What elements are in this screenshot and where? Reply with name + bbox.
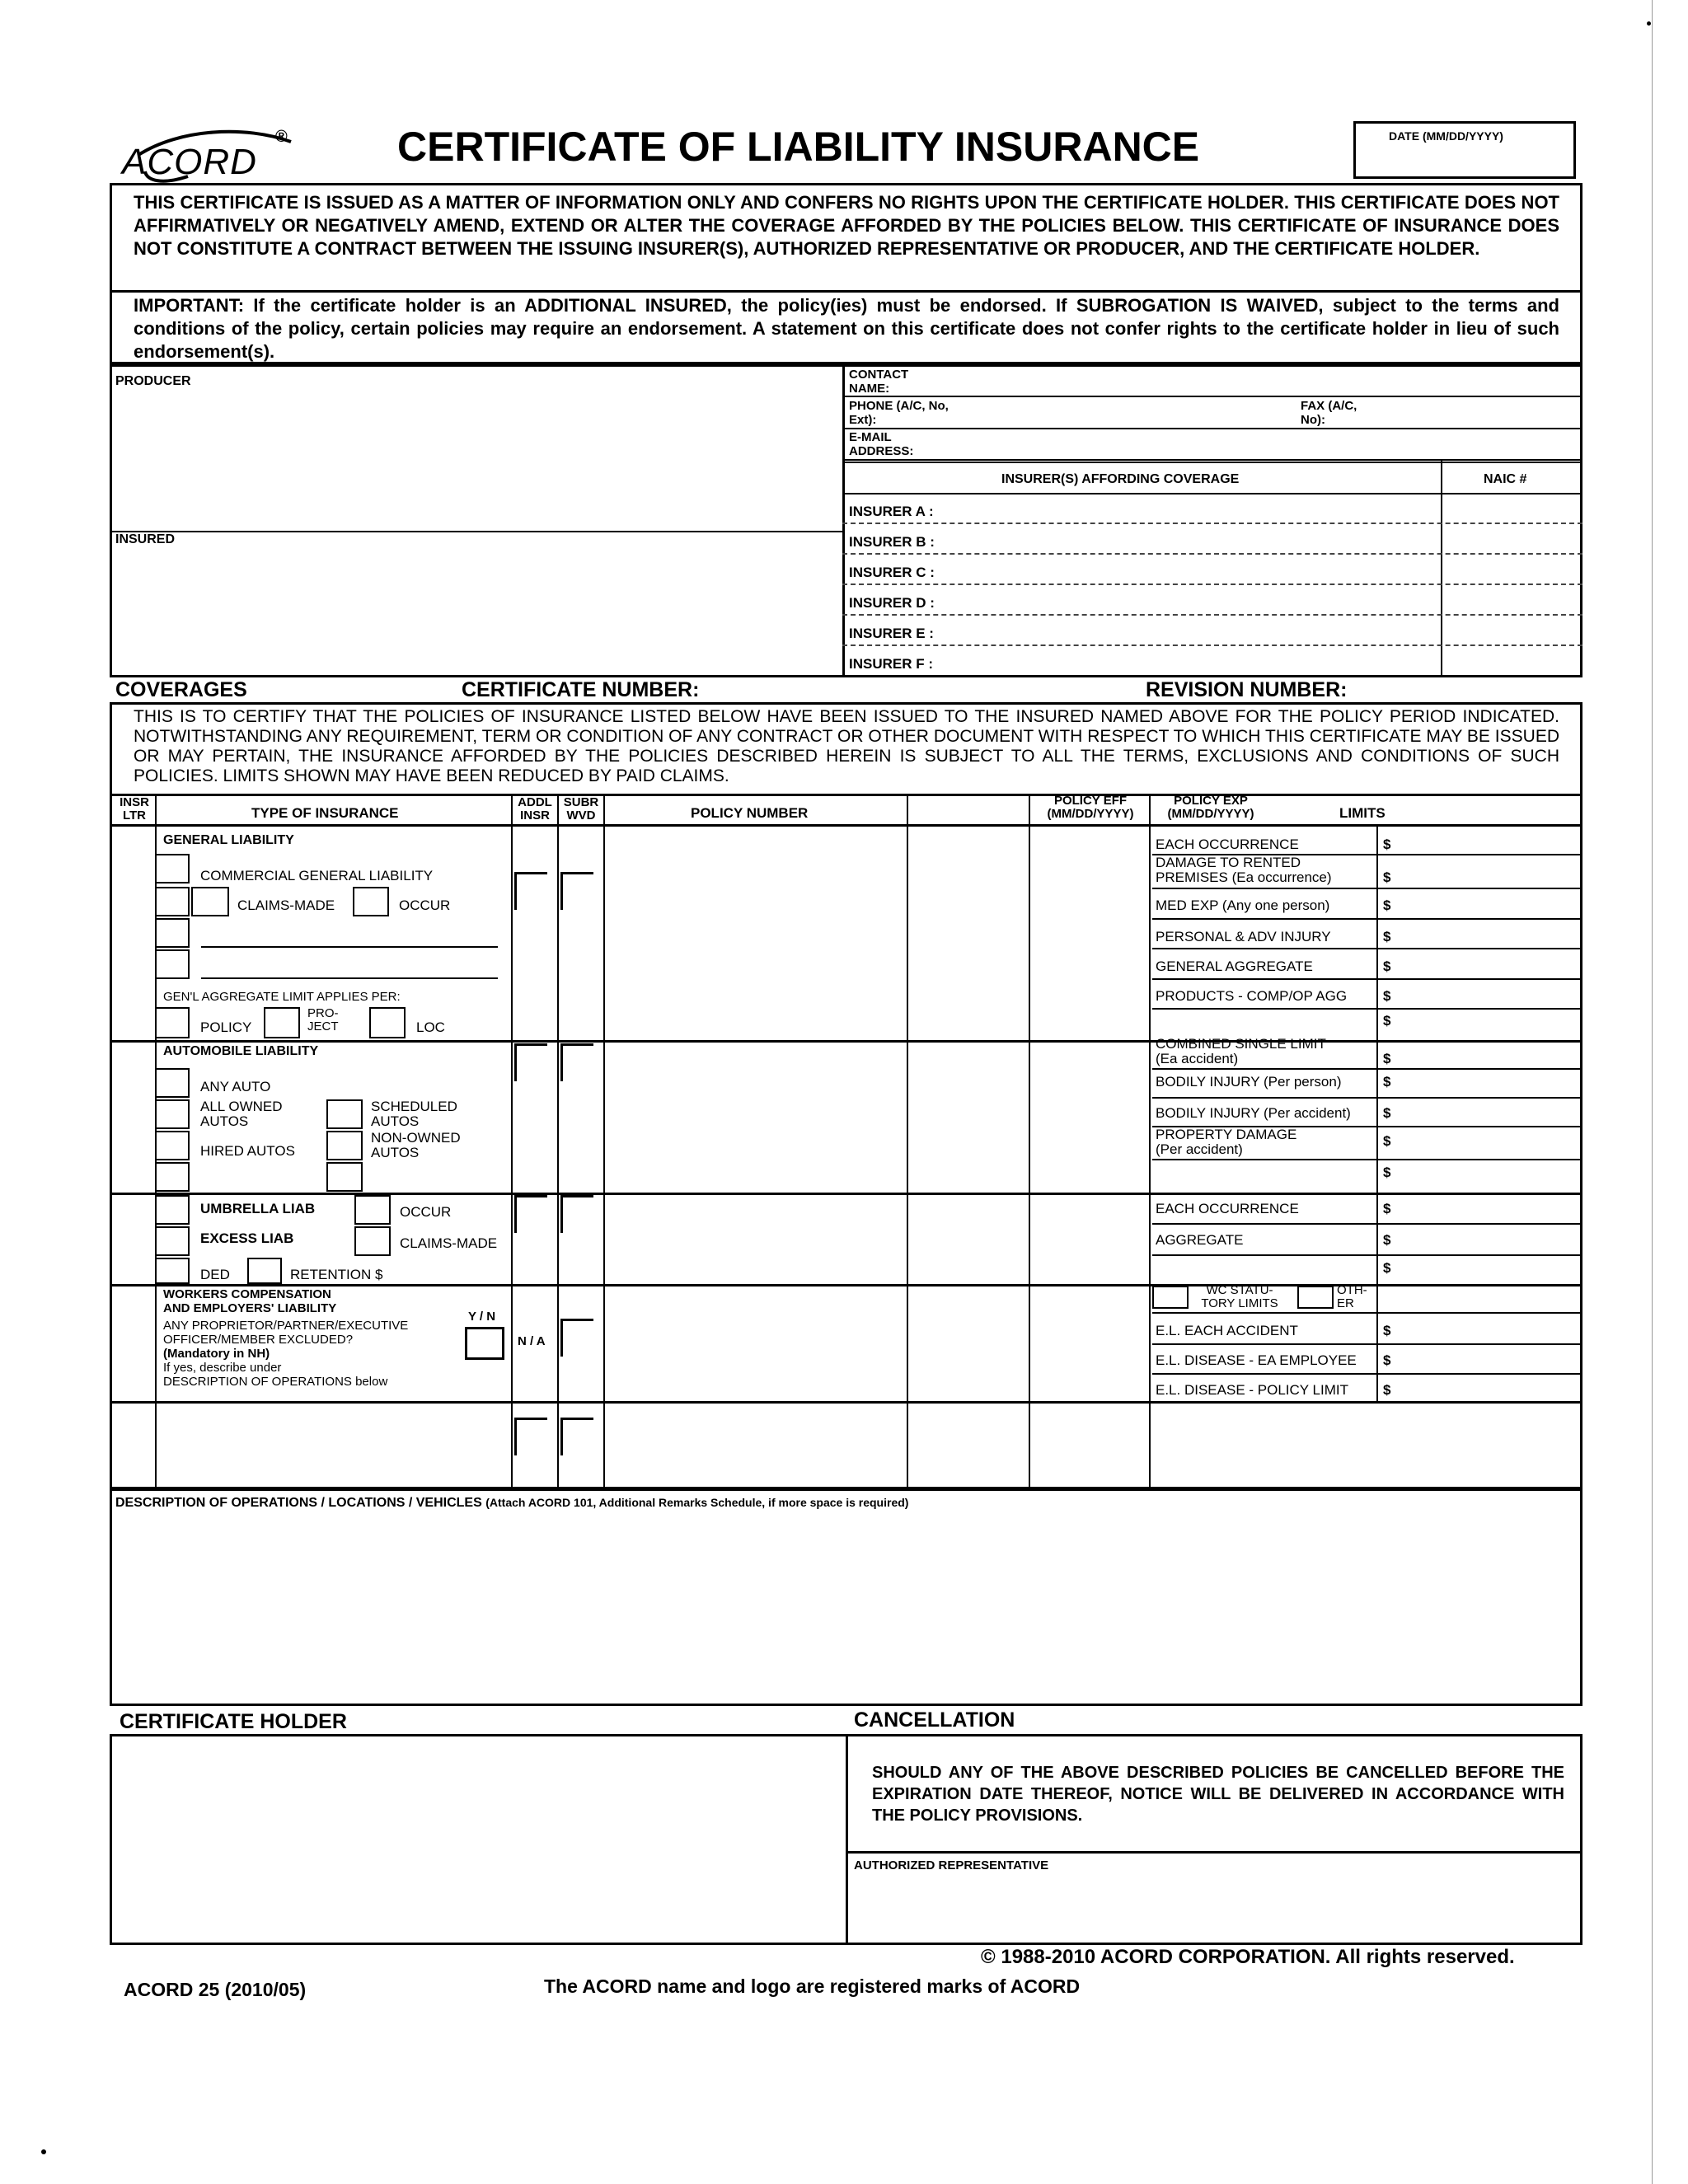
auto-blank-checkbox-2[interactable]: [326, 1162, 363, 1192]
insurer-b-line[interactable]: [842, 553, 1582, 555]
table-header-top: [110, 794, 1582, 796]
workers-question: [163, 1319, 408, 1389]
email-text: E-MAIL ADDRESS:: [849, 430, 914, 458]
email-label: [849, 430, 931, 458]
any-auto-checkbox[interactable]: [155, 1068, 190, 1098]
table-header-bottom: [110, 824, 1582, 827]
all-owned-checkbox[interactable]: [155, 1099, 190, 1129]
scan-dot-top: [1647, 21, 1651, 26]
bodily-person-dollar: $: [1383, 1074, 1391, 1090]
hired-autos-label: HIRED AUTOS: [200, 1143, 295, 1159]
insured-field[interactable]: [115, 552, 832, 672]
umbrella-aggregate-dollar: $: [1383, 1232, 1391, 1248]
revision-number-field[interactable]: [1360, 679, 1574, 702]
subr-header: [559, 796, 603, 823]
exp-header-1: POLICY EXP: [1174, 794, 1248, 808]
gl-limit-line-4: [1152, 948, 1582, 949]
description-note: (Attach ACORD 101, Additional Remarks Schedule, if more space is required): [485, 1496, 909, 1509]
important-label: IMPORTANT:: [134, 295, 245, 316]
general-blank-line-2[interactable]: [201, 977, 498, 979]
eff-header: [1030, 794, 1151, 821]
insr-ltr-header-2: LTR: [122, 808, 147, 823]
fax-label: [1301, 399, 1383, 427]
umbrella-occur-label: OCCUR: [400, 1204, 452, 1220]
fax-text: FAX (A/C, No):: [1301, 399, 1357, 427]
ded-checkbox[interactable]: [247, 1258, 282, 1284]
addl-header-1: ADDL: [518, 795, 552, 809]
non-owned-autos-checkbox[interactable]: [326, 1131, 363, 1160]
col-addl: [557, 794, 559, 1490]
gl-limit-line-5: [1152, 978, 1582, 980]
property-damage-line-2: (Per accident): [1156, 1141, 1243, 1157]
workers-comp-title: [163, 1287, 336, 1315]
insurer-d-line[interactable]: [842, 614, 1582, 616]
cgl-label: COMMERCIAL GENERAL LIABILITY: [200, 868, 434, 883]
certificate-number-label: CERTIFICATE NUMBER:: [462, 678, 700, 701]
scheduled-line-1: SCHEDULED: [371, 1099, 457, 1114]
producer-insured-divider: [110, 531, 843, 532]
umbrella-claims-made-label: CLAIMS-MADE: [400, 1235, 498, 1251]
umbrella-aggregate-label: AGGREGATE: [1156, 1232, 1244, 1248]
other-type-field[interactable]: [162, 1406, 504, 1485]
insurer-d-label: INSURER D :: [849, 595, 935, 611]
type-header: TYPE OF INSURANCE: [251, 805, 399, 821]
phone-field[interactable]: [973, 399, 1294, 424]
authorized-rep-field[interactable]: [854, 1877, 1576, 1938]
wc-statutory-checkbox[interactable]: [1152, 1286, 1189, 1309]
occur-label: OCCUR: [399, 898, 451, 913]
col-subr: [603, 794, 605, 1490]
row-auto-end: [110, 1193, 1582, 1195]
ded-label: DED: [200, 1267, 230, 1282]
umbrella-policy-number-field[interactable]: [610, 1196, 900, 1280]
al-limit-line-4: [1152, 1159, 1582, 1160]
certificate-holder-label: CERTIFICATE HOLDER: [120, 1710, 347, 1733]
umbrella-checkbox[interactable]: [155, 1195, 190, 1225]
general-blank-checkbox-1[interactable]: [155, 918, 190, 948]
addl-header: [513, 796, 557, 823]
description-header: [115, 1497, 908, 1511]
el-disease-employee-label: E.L. DISEASE - EA EMPLOYEE: [1156, 1352, 1357, 1368]
notice-divider: [110, 290, 1582, 293]
occur-checkbox[interactable]: [353, 887, 389, 916]
col-policy-number: [907, 794, 908, 1490]
col-type: [511, 794, 513, 1490]
all-owned-line-2: AUTOS: [200, 1113, 249, 1129]
scan-right-edge: [1652, 0, 1653, 2184]
other-subr-wvd-checkbox[interactable]: [560, 1418, 593, 1455]
phone-line: [842, 428, 1582, 429]
auto-subr-wvd-checkbox[interactable]: [560, 1043, 593, 1081]
workers-question-4: If yes, describe under: [163, 1361, 282, 1375]
scheduled-autos-checkbox[interactable]: [326, 1099, 363, 1129]
products-agg-label: PRODUCTS - COMP/OP AGG: [1156, 988, 1348, 1004]
general-aggregate-dollar: $: [1383, 958, 1391, 974]
damage-rented-line-2: PREMISES (Ea occurrence): [1156, 869, 1332, 885]
description-field[interactable]: [115, 1518, 1574, 1699]
umbrella-each-occurrence-dollar: $: [1383, 1201, 1391, 1216]
other-eff-date-field[interactable]: [1034, 1406, 1146, 1485]
yn-checkbox[interactable]: [465, 1327, 504, 1360]
general-addl-insr-checkbox[interactable]: [514, 872, 547, 910]
exp-header: [1151, 794, 1271, 821]
damage-rented-label: [1156, 855, 1332, 885]
copyright-text: © 1988-2010 ACORD CORPORATION. All rights reserved.: [981, 1946, 1515, 1968]
policy-label: POLICY: [200, 1019, 252, 1035]
other-checkbox[interactable]: [1297, 1286, 1334, 1309]
insr-ltr-header: [115, 796, 153, 823]
email-field[interactable]: [940, 430, 1574, 455]
workers-policy-number-field[interactable]: [610, 1287, 900, 1398]
parties-divider: [842, 364, 845, 677]
workers-eff-date-field[interactable]: [1034, 1287, 1146, 1398]
all-owned-line-1: ALL OWNED: [200, 1099, 283, 1114]
loc-checkbox[interactable]: [369, 1007, 406, 1038]
workers-question-2: OFFICER/MEMBER EXCLUDED?: [163, 1333, 354, 1347]
contact-line: [842, 396, 1582, 397]
insr-ltr-header-1: INSR: [120, 795, 149, 809]
other-label: [1337, 1284, 1367, 1310]
certificate-holder-field[interactable]: [117, 1741, 839, 1938]
combined-single-line-1: COMBINED SINGLE LIMIT: [1156, 1036, 1326, 1052]
med-exp-dollar: $: [1383, 898, 1391, 913]
bodily-person-label: BODILY INJURY (Per person): [1156, 1074, 1342, 1090]
yn-label: Y / N: [468, 1310, 496, 1324]
contact-name-field[interactable]: [923, 368, 1574, 392]
umbrella-claims-made-checkbox[interactable]: [354, 1226, 391, 1256]
general-eff-date-field[interactable]: [1034, 827, 1146, 1037]
other-policy-number-field[interactable]: [610, 1406, 900, 1485]
fax-field[interactable]: [1393, 399, 1574, 424]
non-owned-line-1: NON-OWNED: [371, 1130, 461, 1146]
el-disease-policy-dollar: $: [1383, 1382, 1391, 1398]
each-occurrence-label: EACH OCCURRENCE: [1156, 837, 1299, 852]
producer-label: PRODUCER: [115, 374, 191, 388]
cancellation-text: SHOULD ANY OF THE ABOVE DESCRIBED POLICIES BE CANCELLED BEFORE THE EXPIRATION DATE THEREOF, NOTICE WILL BE DELIVERED IN ACCORDANCE WITH THE POLICY PROVISIONS.: [872, 1764, 1564, 1825]
el-disease-employee-dollar: $: [1383, 1352, 1391, 1368]
excess-checkbox[interactable]: [155, 1226, 190, 1256]
excess-label: EXCESS LIAB: [200, 1230, 294, 1246]
holder-divider: [846, 1734, 848, 1945]
insurer-c-line[interactable]: [842, 583, 1582, 585]
project-label-1: PRO-: [307, 1006, 339, 1020]
contact-name-label: [849, 368, 915, 396]
addl-header-2: INSR: [520, 808, 550, 823]
bodily-accident-label: BODILY INJURY (Per accident): [1156, 1105, 1351, 1121]
insurers-header-line: [842, 493, 1582, 494]
exp-header-2: (MM/DD/YYYY): [1167, 806, 1254, 821]
claims-made-checkbox[interactable]: [191, 887, 229, 916]
insurer-e-line[interactable]: [842, 644, 1582, 646]
damage-rented-dollar: $: [1383, 869, 1391, 885]
personal-adv-dollar: $: [1383, 929, 1391, 944]
col-exp: [1149, 794, 1151, 1490]
authorized-rep-label: AUTHORIZED REPRESENTATIVE: [854, 1858, 1049, 1872]
scheduled-autos-label: [371, 1099, 457, 1129]
general-blank-line-1[interactable]: [201, 946, 498, 948]
col-limit-value: [1376, 824, 1378, 1401]
med-exp-label: MED EXP (Any one person): [1156, 898, 1330, 913]
wc-limit-line-2: [1152, 1373, 1582, 1375]
ul-limit-line-2: [1152, 1254, 1582, 1256]
claims-made-left-checkbox[interactable]: [155, 887, 190, 916]
insurers-top-line: [842, 462, 1582, 463]
general-extra-dollar: $: [1383, 1013, 1391, 1029]
wc-statutory-label: [1190, 1284, 1289, 1310]
bodily-accident-dollar: $: [1383, 1105, 1391, 1121]
ded-left-checkbox[interactable]: [155, 1258, 190, 1284]
gen-agg-applies-label: GEN'L AGGREGATE LIMIT APPLIES PER:: [163, 990, 401, 1004]
umbrella-occur-checkbox[interactable]: [354, 1195, 391, 1225]
umbrella-label: UMBRELLA LIAB: [200, 1201, 316, 1216]
products-agg-dollar: $: [1383, 988, 1391, 1004]
general-subr-wvd-checkbox[interactable]: [560, 872, 593, 910]
subr-header-1: SUBR: [563, 795, 599, 809]
wc-statutory-line-2: TORY LIMITS: [1201, 1296, 1278, 1310]
policy-number-header: POLICY NUMBER: [691, 805, 809, 821]
important-text: If the certificate holder is an ADDITIONAL INSURED, the policy(ies) must be endorsed. If SUBROGATION IS WAIVED, subject to the terms and conditions of the policy, certain policies may require an endorsement. A statement on this certificate does not confer rights to the certificate holder in lieu of such endorsement(s).: [134, 295, 1559, 362]
al-limit-line-1: [1152, 1068, 1582, 1070]
scan-dot-bottom: [41, 2149, 46, 2154]
policy-checkbox[interactable]: [155, 1007, 190, 1038]
loc-label: LOC: [416, 1019, 445, 1035]
other-limits-field[interactable]: [1154, 1406, 1576, 1485]
insurer-c-label: INSURER C :: [849, 565, 935, 580]
coverages-statement: THIS IS TO CERTIFY THAT THE POLICIES OF INSURANCE LISTED BELOW HAVE BEEN ISSUED TO THE INSURED NAMED ABOVE FOR THE POLICY PERIOD INDICATED. NOTWITHSTANDING ANY REQUIREMENT, TERM OR CONDITION OF ANY CONTRACT OR OTHER DOCUMENT WITH RESPECT TO WHICH THIS CERTIFICATE MAY BE ISSUED OR MAY PERTAIN, THE INSURANCE AFFORDED BY THE POLICIES DESCRIBED HEREIN IS SUBJECT TO ALL THE TERMS, EXCLUSIONS AND CONDITIONS OF SUCH POLICIES. LIMITS SHOWN MAY HAVE BEEN REDUCED BY PAID CLAIMS.: [134, 707, 1559, 785]
insurer-b-label: INSURER B :: [849, 534, 935, 550]
general-liability-checkbox[interactable]: [155, 854, 190, 883]
col-eff: [1029, 794, 1030, 1490]
umbrella-addl-insr-checkbox[interactable]: [514, 1195, 547, 1233]
gl-limit-line-6: [1152, 1008, 1582, 1010]
wc-limit-line-0: [1152, 1312, 1582, 1314]
auto-eff-date-field[interactable]: [1034, 1043, 1146, 1188]
auto-addl-insr-checkbox[interactable]: [514, 1043, 547, 1081]
row-general-end: [110, 1040, 1582, 1043]
insurers-header: INSURER(S) AFFORDING COVERAGE: [1001, 472, 1240, 486]
disclaimer-text: THIS CERTIFICATE IS ISSUED AS A MATTER OF INFORMATION ONLY AND CONFERS NO RIGHTS UPON THE CERTIFICATE HOLDER. THIS CERTIFICATE DOES NOT AFFIRMATIVELY OR NEGATIVELY AMEND, EXTEND OR ALTER THE COVERAGE AFFORDED BY THE POLICIES BELOW. THIS CERTIFICATE OF INSURANCE DOES NOT CONSTITUTE A CONTRACT BETWEEN THE ISSUING INSURER(S), AUTHORIZED REPRESENTATIVE OR PRODUCER, AND THE CERTIFICATE HOLDER.: [134, 192, 1559, 259]
workers-title-2: AND EMPLOYERS' LIABILITY: [163, 1301, 337, 1315]
trademark-text: The ACORD name and logo are registered marks of ACORD: [544, 1975, 1081, 1997]
umbrella-each-occurrence-label: EACH OCCURRENCE: [1156, 1201, 1299, 1216]
property-damage-line-1: PROPERTY DAMAGE: [1156, 1127, 1297, 1142]
form-id: ACORD 25 (2010/05): [124, 1979, 307, 2000]
auto-blank-checkbox-1[interactable]: [155, 1162, 190, 1192]
workers-question-3: (Mandatory in NH): [163, 1347, 270, 1361]
project-label-2: JECT: [307, 1019, 339, 1033]
umbrella-eff-date-field[interactable]: [1034, 1196, 1146, 1280]
naic-header: NAIC #: [1484, 472, 1527, 486]
combined-single-line-2: (Ea accident): [1156, 1051, 1239, 1066]
each-occurrence-dollar: $: [1383, 837, 1391, 852]
all-owned-label: [200, 1099, 283, 1129]
general-liability-title: GENERAL LIABILITY: [163, 833, 294, 847]
workers-question-5: DESCRIPTION OF OPERATIONS below: [163, 1375, 388, 1389]
insurer-a-line[interactable]: [842, 523, 1582, 524]
subr-header-2: WVD: [566, 808, 596, 823]
al-limit-line-2: [1152, 1097, 1582, 1099]
claims-made-label: CLAIMS-MADE: [237, 898, 335, 913]
gl-limit-line-2: [1152, 888, 1582, 889]
el-each-accident-dollar: $: [1383, 1323, 1391, 1338]
auto-policy-number-field[interactable]: [610, 1043, 900, 1188]
insurer-f-label: INSURER F :: [849, 656, 933, 672]
project-label: [307, 1007, 339, 1033]
damage-rented-line-1: DAMAGE TO RENTED: [1156, 855, 1301, 870]
general-blank-checkbox-2[interactable]: [155, 949, 190, 979]
cancellation-label: CANCELLATION: [854, 1708, 1015, 1732]
retention-label: RETENTION $: [290, 1267, 383, 1282]
el-each-accident-label: E.L. EACH ACCIDENT: [1156, 1323, 1298, 1338]
authorized-divider: [846, 1851, 1582, 1854]
na-label: N / A: [518, 1334, 546, 1348]
registered-mark: ®: [275, 128, 288, 146]
combined-single-label: [1156, 1037, 1326, 1066]
insurer-a-label: INSURER A :: [849, 504, 934, 519]
umbrella-subr-wvd-checkbox[interactable]: [560, 1195, 593, 1233]
date-label: DATE (MM/DD/YYYY): [1389, 129, 1503, 143]
date-box[interactable]: [1353, 121, 1576, 179]
personal-adv-label: PERSONAL & ADV INJURY: [1156, 929, 1331, 944]
other-addl-insr-checkbox[interactable]: [514, 1418, 547, 1455]
phone-label: [849, 399, 964, 427]
workers-question-1: ANY PROPRIETOR/PARTNER/EXECUTIVE: [163, 1319, 409, 1333]
non-owned-line-2: AUTOS: [371, 1145, 420, 1160]
phone-text: PHONE (A/C, No, Ext):: [849, 399, 949, 427]
scheduled-line-2: AUTOS: [371, 1113, 420, 1129]
auto-extra-dollar: $: [1383, 1165, 1391, 1180]
producer-field[interactable]: [115, 394, 832, 526]
insured-label: INSURED: [115, 532, 176, 546]
acord-logo-text: ACORD: [122, 142, 257, 182]
eff-header-1: POLICY EFF: [1053, 794, 1128, 808]
project-checkbox[interactable]: [264, 1007, 300, 1038]
any-auto-label: ANY AUTO: [200, 1079, 271, 1094]
workers-title-1: WORKERS COMPENSATION: [163, 1287, 331, 1301]
general-aggregate-label: GENERAL AGGREGATE: [1156, 958, 1313, 974]
hired-autos-checkbox[interactable]: [155, 1131, 190, 1160]
coverages-label: COVERAGES: [115, 678, 247, 701]
auto-liability-title: AUTOMOBILE LIABILITY: [163, 1044, 319, 1058]
property-damage-dollar: $: [1383, 1133, 1391, 1149]
el-disease-policy-label: E.L. DISEASE - POLICY LIMIT: [1156, 1382, 1348, 1398]
workers-subr-wvd-checkbox[interactable]: [560, 1319, 593, 1357]
ul-limit-line-1: [1152, 1223, 1582, 1225]
insurer-e-label: INSURER E :: [849, 626, 934, 641]
wc-limit-line-1: [1152, 1343, 1582, 1345]
page-title: CERTIFICATE OF LIABILITY INSURANCE: [397, 124, 1200, 170]
email-line: [842, 459, 1582, 461]
acord-logo: [122, 124, 303, 190]
limits-header: LIMITS: [1339, 805, 1386, 821]
revision-number-label: REVISION NUMBER:: [1146, 678, 1348, 701]
row-workers-end: [110, 1401, 1582, 1404]
certificate-number-field[interactable]: [725, 679, 1121, 702]
description-label: DESCRIPTION OF OPERATIONS / LOCATIONS / VEHICLES: [115, 1496, 482, 1510]
wc-statutory-line-1: WC STATU-: [1206, 1283, 1273, 1297]
non-owned-autos-label: [371, 1131, 461, 1160]
other-line-1: OTH-: [1337, 1283, 1367, 1297]
contact-name-text: CONTACT NAME:: [849, 368, 909, 396]
important-notice: [134, 294, 1559, 363]
property-damage-label: [1156, 1127, 1296, 1157]
general-policy-number-field[interactable]: [610, 827, 900, 1037]
umbrella-extra-dollar: $: [1383, 1260, 1391, 1276]
other-line-2: ER: [1337, 1296, 1354, 1310]
combined-single-dollar: $: [1383, 1051, 1391, 1066]
gl-limit-line-3: [1152, 918, 1582, 920]
eff-header-2: (MM/DD/YYYY): [1047, 806, 1134, 821]
